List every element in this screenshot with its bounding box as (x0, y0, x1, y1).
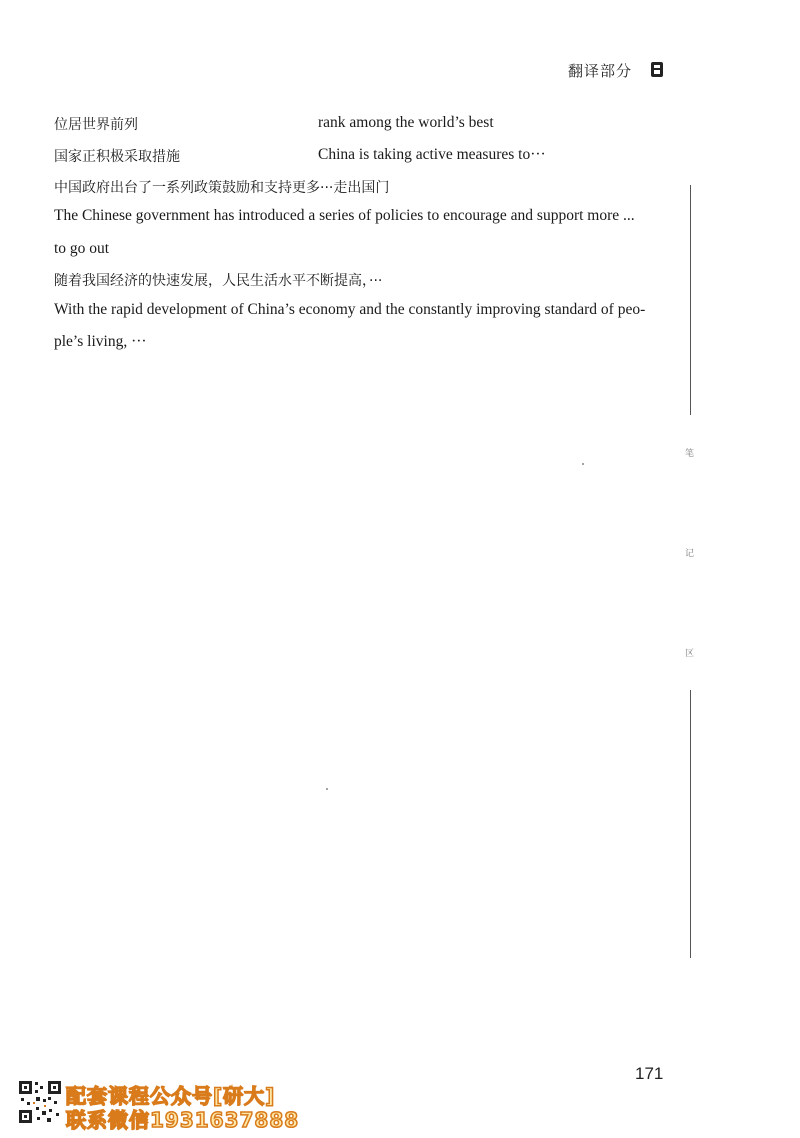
sidebar-rule-top (690, 185, 691, 415)
sidebar-rule-bottom (690, 690, 691, 958)
scan-speck (326, 788, 328, 790)
sidebar-label: 区 (685, 649, 695, 659)
sentence-zh: 随着我国经济的快速发展，人民生活水平不断提高，··· (54, 273, 383, 289)
qr-code-icon (18, 1080, 62, 1124)
sidebar-label: 记 (685, 549, 695, 559)
section-emblem-icon (650, 61, 664, 78)
sentence-en: With the rapid development of China’s economy and the constantly improving standard of peo- (54, 301, 646, 318)
section-title: 翻译部分 (568, 62, 633, 80)
page-number: 171 (635, 1064, 664, 1083)
sidebar-label: 笔 (685, 449, 695, 459)
promo-banner-line2: 联系微信1931637888 (66, 1108, 300, 1132)
sentence-en: The Chinese government has introduced a series of policies to encourage and support more ... (54, 207, 635, 224)
promo-banner-line1: 配套课程公众号[研大] (66, 1084, 276, 1108)
sentence-en-continued: to go out (54, 240, 110, 257)
sentence-zh: 中国政府出台了一系列政策鼓励和支持更多···走出国门 (54, 180, 390, 196)
phrase-zh: 位居世界前列 (54, 117, 138, 133)
phrase-en: China is taking active measures to··· (318, 146, 546, 163)
phrase-zh: 国家正积极采取措施 (54, 149, 180, 165)
phrase-en: rank among the world’s best (318, 114, 494, 131)
sentence-en-continued: ple’s living, ··· (54, 333, 147, 350)
scan-speck (582, 463, 584, 465)
